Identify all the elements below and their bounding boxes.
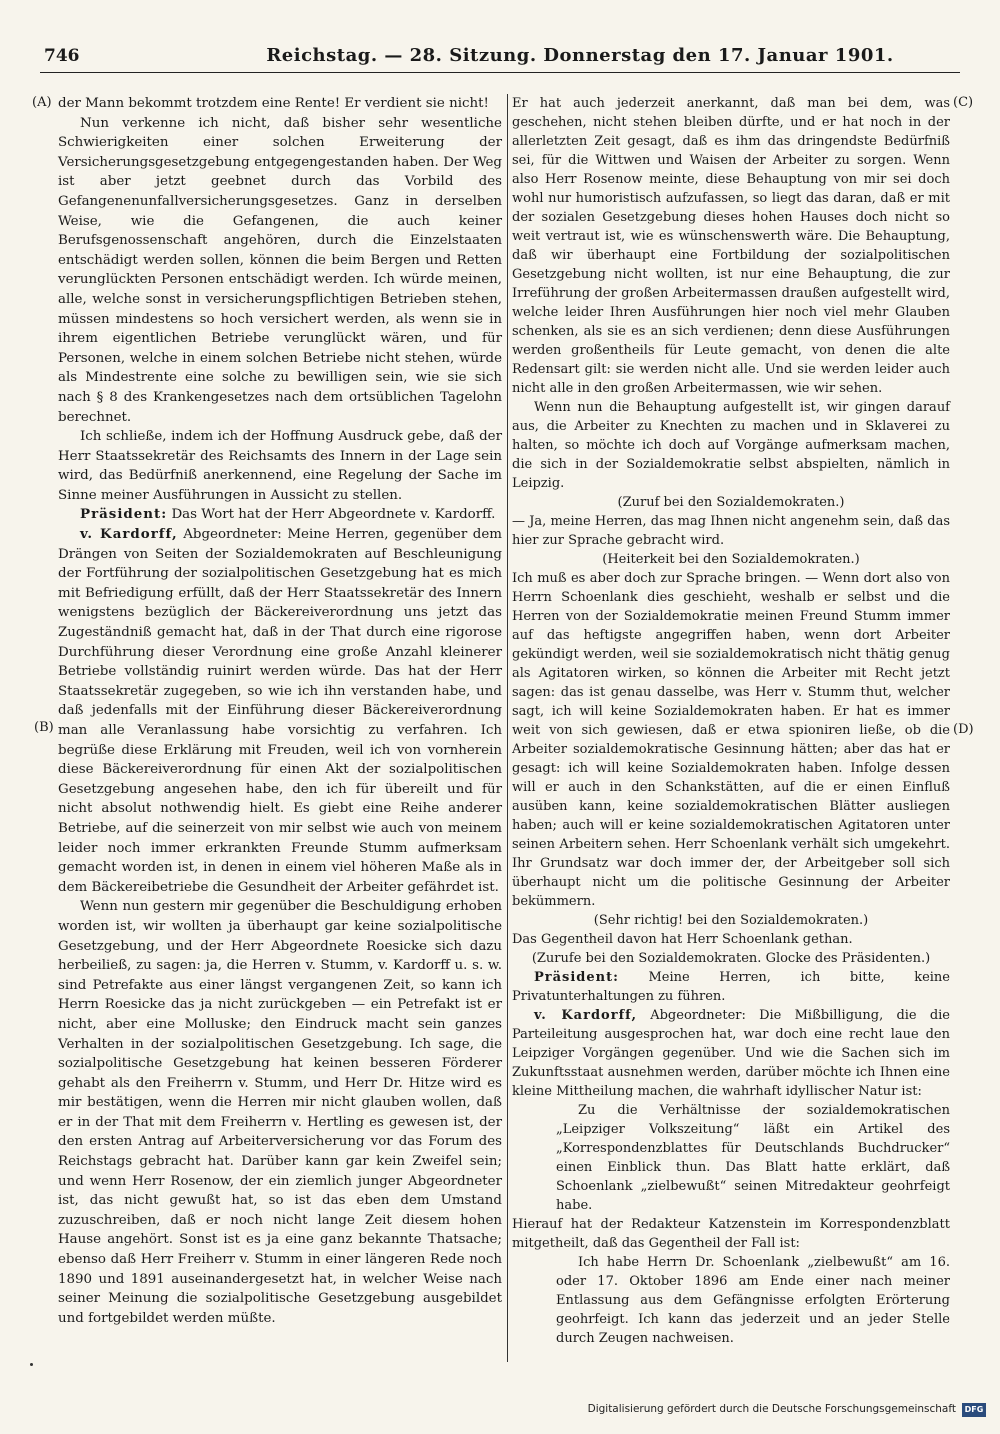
right-column (512, 94, 950, 1348)
digitization-credit: Digitalisierung gefördert durch die Deutsche Forschungsgemeinschaft (587, 1403, 956, 1415)
block-quote: Zu die Verhältnisse der sozialdemokratischen „Leipziger Volkszeitung“ läßt ein Artikel des „Korrespondenzblattes für Deutschlands Buchdrucker“ einen Einblick thun. Das Blatt hatte erklärt, daß Schoenlank „zielbewußt“ seinen Mitredakteur geohrfeigt habe. (556, 1103, 950, 1213)
speech-text: Das Wort hat der Herr Abgeordnete v. Kardorff. (167, 507, 496, 523)
margin-marker-b: (B) (34, 720, 54, 735)
paragraph: Nun verkenne ich nicht, daß bisher sehr wesentliche Schwierigkeiten einer solchen Erweiterung der Versicherungsgesetzgebung entgegengestanden haben. Der Weg ist aber jetzt geebnet durch das Vorbild des Gefangenenunfallversicherungsgesetzes. Ganz in derselben Weise, wie die Gefangenen, die auch keiner Berufsgenossenschaft angehören, durch die Einzelstaaten entschädigt werden sollen, können die beim Bergen und Retten verunglückten Personen entschädigt werden. Ich würde meinen, alle, welche sonst in versicherungspflichtigen Betrieben stehen, müssen mindestens so hoch versichert werden, als wenn sie in ihrem eigentlichen Betriebe verunglückt wären, und für Personen, welche in einem solchen Betriebe nicht stehen, würde als Mindestrente eine solche zu bewilligen sein, wie sie sich nach § 8 des Krankengesetzes nach dem ortsüblichen Tagelohn berechnet. (58, 115, 502, 425)
paragraph: Ich muß es aber doch zur Sprache bringen. — Wenn dort also von Herrn Schoenlank dies geschieht, weshalb er selbst und die Herren von der Sozialdemokratie meinen Freund Stumm immer auf das heftigste angegriffen haben, wenn dort Arbeiter gekündigt werden, weil sie sozialdemokratisch nicht thätig genug als Agitatoren wirken, so können die Arbeiter mit Recht jetzt sagen: das ist genau dasselbe, was Herr v. Stumm thut, welcher sagt, ich will keine Sozialdemokraten haben. Er hat es immer weit von sich gewiesen, daß er etwa spioniren ließe, ob die Arbeiter sozialdemokratische Gesinnung hätten; aber das hat er gesagt: ich will keine Sozialdemokraten haben. Infolge dessen will er auch in den Schankstätten, auf die er einen Einfluß ausüben kann, keine sozialdemokratischen Blätter ausliegen haben; auch will er keine sozialdemokratischen Agitatoren unter seinen Arbeitern sehen. Herr Schoenlank verhält sich umgekehrt. Ihr Grundsatz war doch immer der, der Arbeitgeber soll sich überhaupt nicht um die politische Gesinnung der Arbeiter bekümmern. (512, 571, 950, 909)
interjection: (Sehr richtig! bei den Sozialdemokraten.) (593, 913, 869, 928)
block-quote: Ich habe Herrn Dr. Schoenlank „zielbewußt“ am 16. oder 17. Oktober 1896 am Ende einer nach meiner Entlassung aus dem Gefängnisse erfolgten Erörterung geohrfeigt. Ich kann das jederzeit und an jeder Stelle durch Zeugen nachweisen. (556, 1255, 950, 1346)
speaker-name: Präsident: (534, 970, 619, 985)
speech-text: Meine Herren, ich bitte, keine Privatunterhaltungen zu führen. (512, 970, 950, 1004)
column-divider (507, 94, 508, 1362)
margin-dot (30, 1363, 33, 1366)
margin-marker-a: (A) (32, 95, 52, 110)
paragraph: Wenn nun die Behauptung aufgestellt ist, wir gingen darauf aus, die Arbeiter zu Knechten zu machen und in Sklaverei zu halten, so möchte ich doch auf Vorgänge aufmerksam machen, die sich in der Sozialdemokratie selbst abspielten, nämlich in Leipzig. (512, 400, 950, 491)
speaker-name: v. Kardorff, (534, 1008, 637, 1023)
speaker-paragraph (512, 968, 950, 1006)
paragraph: Wenn nun gestern mir gegenüber die Beschuldigung erhoben worden ist, wir wollten ja überhaupt gar keine sozialpolitische Gesetzgebung, und der Herr Abgeordnete Roesicke sich dazu herbeiließ, zu sagen: ja, die Herren v. Stumm, v. Kardorff u. s. w. sind Petrefakte aus einer längst vergangenen Zeit, so kann ich Herrn Roesicke das ja nicht zurückgeben — ein Petrefakt ist er nicht, aber eine Molluske; den Eindruck macht sein ganzes Verhalten in der sozialpolitischen Gesetzgebung. Ich sage, die sozialpolitische Gesetzgebung hat keinen besseren Förderer gehabt als den Freiherrn v. Stumm, und Herr Dr. Hitze wird es mir bestätigen, wenn die Herren mir nicht glauben wollen, daß er in der That mit dem Freiherrn v. Hertling es gewesen ist, der den ersten Antrag auf Arbeiterversicherung vor das Forum des Reichstags gebracht hat. Darüber kann gar kein Zweifel sein; und wenn Herr Rosenow, der ein ziemlich junger Abgeordneter ist, das nicht gewußt hat, so ist das eben dem Umstand zuzuschreiben, daß er noch nicht lange Zeit diesem hohen Hause angehört. Sonst ist es ja eine ganz bekannte Thatsache; ebenso daß Herr Freiherr v. Stumm in einer längeren Rede noch 1890 und 1891 auseinandergesetzt hat, in welcher Weise nach seiner Meinung die sozialpolitische Gesetzgebung ausgebildet und fortgebildet werden müßte. (58, 899, 502, 1326)
speaker-paragraph (512, 1006, 950, 1101)
interjection: (Heiterkeit bei den Sozialdemokraten.) (602, 552, 860, 567)
speaker-paragraph (58, 505, 502, 525)
margin-marker-d: (D) (953, 722, 974, 737)
speaker-name: v. Kardorff, (80, 526, 178, 543)
paragraph: — Ja, meine Herren, das mag Ihnen nicht angenehm sein, daß das hier zur Sprache gebracht wird. (512, 514, 950, 548)
page-number: 746 (44, 46, 80, 66)
paragraph: der Mann bekommt trotzdem eine Rente! Er verdient sie nicht! (58, 96, 489, 111)
speech-text: Abgeordneter: Meine Herren, gegenüber dem Drängen von Seiten der Sozialdemokraten auf Beschleunigung der Fortführung der sozialpolitischen Gesetzgebung hat es mich mit Befriedigung erfüllt, daß der Herr Staatssekretär des Innern wenigstens bezüglich der Bäckereiverordnung uns jetzt das Zugeständniß gemacht hat, daß in der That durch eine rigorose Durchführung dieser Verordnung eine große Anzahl kleinerer Betriebe vollständig ruinirt werden würde. Das hat der Herr Staatssekretär zugegeben, so wie ich ihn verstanden habe, und daß jedenfalls mit der Einführung dieser Bäckereiverordnung man alle Veranlassung habe vorsichtig zu verfahren. Ich begrüße diese Erklärung mit Freuden, weil ich von vornherein diese Bäckereiverordnung für einen Akt der sozialpolitischen Gesetzgebung angesehen habe, den ich für übereilt und für nicht absolut nothwendig hielt. Es giebt eine Reihe anderer Betriebe, auf die seinerzeit von mir selbst wie auch von meinem leider noch immer erkrankten Freunde Stumm aufmerksam gemacht worden ist, in denen in einem viel höheren Maße als in dem Bäckereibetriebe die Gesundheit der Arbeiter gefährdet ist. (58, 527, 502, 895)
paragraph: Er hat auch jederzeit anerkannt, daß man bei dem, was geschehen, nicht stehen bleiben dürfte, und er hat noch in der allerletzten Zeit gesagt, daß es ihm das dringendste Bedürfniß sei, für die Wittwen und Waisen der Arbeiter zu sorgen. Wenn also Herr Rosenow meinte, diese Behauptung von mir sei doch wohl nur humoristisch aufzufassen, so liegt das daran, daß er mit der sozialen Gesetzgebung dieses hohen Hauses doch nicht so weit vertraut ist, wie es wünschenswerth wäre. Die Behauptung, daß wir überhaupt eine Fortbildung der sozialpolitischen Gesetzgebung nicht wollten, ist nur eine Behauptung, die zur Irreführung der großen Arbeitermassen draußen aufgestellt wird, welche leider Ihren Ausführungen hier noch viel mehr Glauben schenken, als sie es an sich verdienen; denn diese Ausführungen werden großentheils für Leute gemacht, von denen die alte Redensart gilt: sie werden nicht alle. Und sie werden leider auch nicht alle in den großen Arbeitermassen, wie wir sehen. (512, 96, 950, 396)
paragraph: Das Gegentheil davon hat Herr Schoenlank gethan. (512, 932, 853, 947)
running-title: Reichstag. — 28. Sitzung. Donnerstag den 17. Januar 1901. (266, 45, 894, 66)
page-header (40, 40, 960, 73)
interjection: (Zurufe bei den Sozialdemokraten. Glocke des Präsidenten.) (531, 951, 931, 966)
paragraph: Hierauf hat der Redakteur Katzenstein im Korrespondenzblatt mitgetheilt, daß das Gegentheil der Fall ist: (512, 1217, 950, 1251)
speech-text: Abgeordneter: Die Mißbilligung, die die Parteileitung ausgesprochen hat, war doch eine recht laue den Leipziger Vorgängen gegenüber. Und wie die Sachen sich im Zukunftsstaat ausnehmen werden, darüber möchte ich Ihnen eine kleine Mittheilung machen, die wahrhaft idyllischer Natur ist: (512, 1008, 951, 1099)
margin-marker-c: (C) (953, 95, 974, 110)
paragraph: Ich schließe, indem ich der Hoffnung Ausdruck gebe, daß der Herr Staatssekretär des Reichsamts des Innern in der Lage sein wird, das Bedürfniß anerkennend, eine Regelung der Sache im Sinne meiner Ausführungen in Aussicht zu stellen. (58, 429, 502, 503)
speaker-paragraph (58, 525, 502, 897)
speaker-name: Präsident: (80, 506, 168, 523)
dfg-logo-icon: DFG (962, 1403, 986, 1417)
left-column (58, 94, 502, 1328)
interjection: (Zuruf bei den Sozialdemokraten.) (617, 495, 845, 510)
